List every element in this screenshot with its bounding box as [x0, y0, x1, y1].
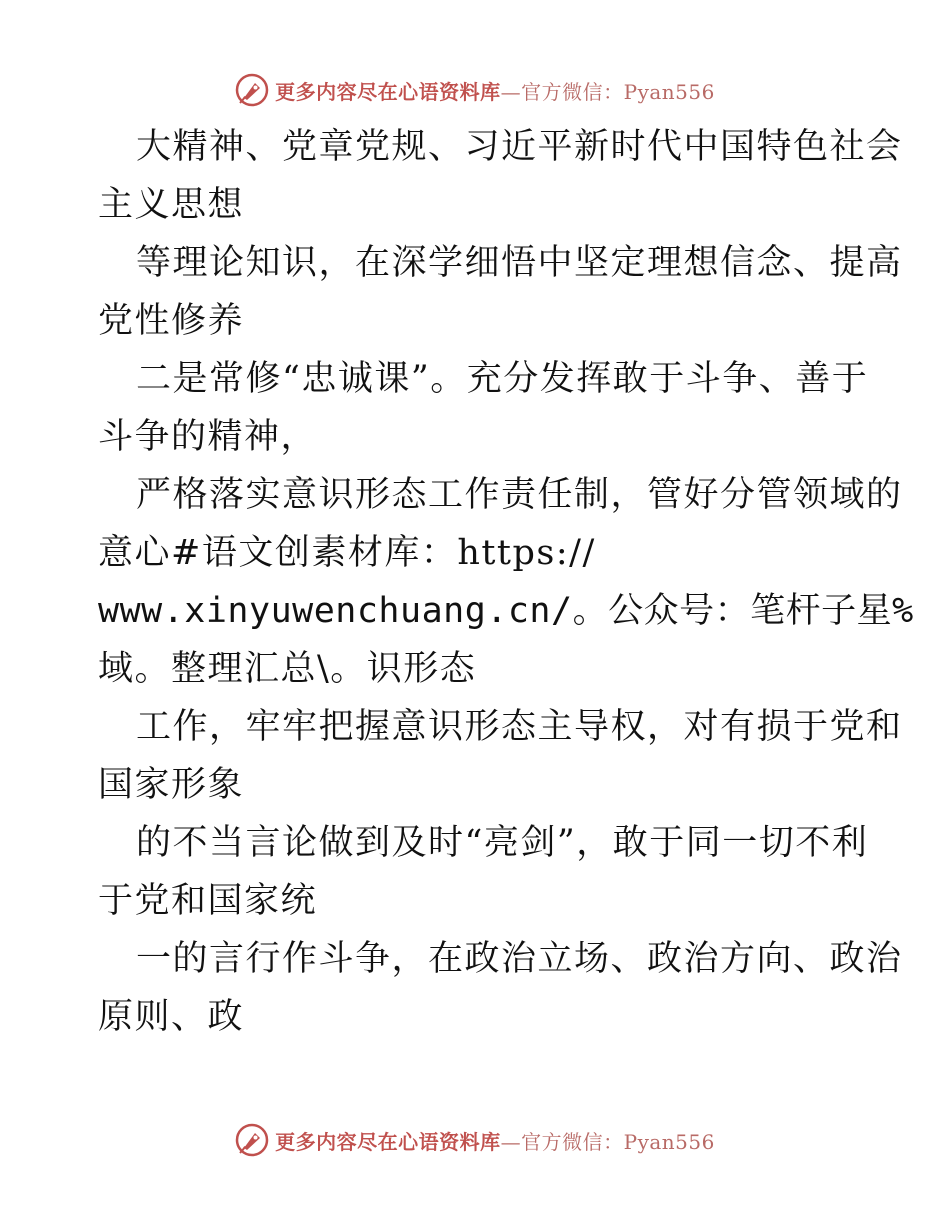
- body-line: 域。整理汇总\。识形态: [98, 649, 477, 689]
- body-line: 原则、政: [98, 997, 245, 1037]
- body-line: 严格落实意识形态工作责任制，管好分管领域的: [136, 475, 903, 515]
- body-line: 的不当言论做到及时“亮剑”，敢于同一切不利: [136, 823, 869, 863]
- body-line: 大精神、党章党规、习近平新时代中国特色社会: [136, 127, 903, 167]
- body-line: 国家形象: [98, 765, 245, 805]
- body-line: 工作，牢牢把握意识形态主导权，对有损于党和: [136, 707, 903, 747]
- body-line: 斗争的精神，: [98, 417, 318, 457]
- body-line: 党性修养: [98, 301, 245, 341]
- body-line: 意心#语文创素材库：https://: [98, 533, 596, 573]
- pen-nib-logo-icon: [235, 1123, 269, 1157]
- body-line: 于党和国家统: [98, 881, 318, 921]
- document-body: [98, 118, 914, 1046]
- header-brand: 更多内容尽在心语资料库: [275, 79, 501, 104]
- body-line: 一的言行作斗争，在政治立场、政治方向、政治: [136, 939, 903, 979]
- header-contact: —官方微信：Pyan556: [500, 79, 715, 104]
- body-line: 主义思想: [98, 185, 245, 225]
- footer-banner: [0, 1120, 950, 1160]
- footer-banner-text: [275, 1126, 715, 1155]
- footer-brand: 更多内容尽在心语资料库: [275, 1129, 501, 1154]
- footer-contact: —官方微信：Pyan556: [500, 1129, 715, 1154]
- body-line: 二是常修“忠诚课”。充分发挥敢于斗争、善于: [136, 359, 869, 399]
- header-banner: [0, 70, 950, 110]
- pen-nib-logo-icon: [235, 73, 269, 107]
- header-banner-text: [275, 76, 715, 105]
- body-line: 等理论知识，在深学细悟中坚定理想信念、提高: [136, 243, 903, 283]
- body-line-url: www.xinyuwenchuang.cn/。公众号：笔杆子星%: [98, 591, 914, 631]
